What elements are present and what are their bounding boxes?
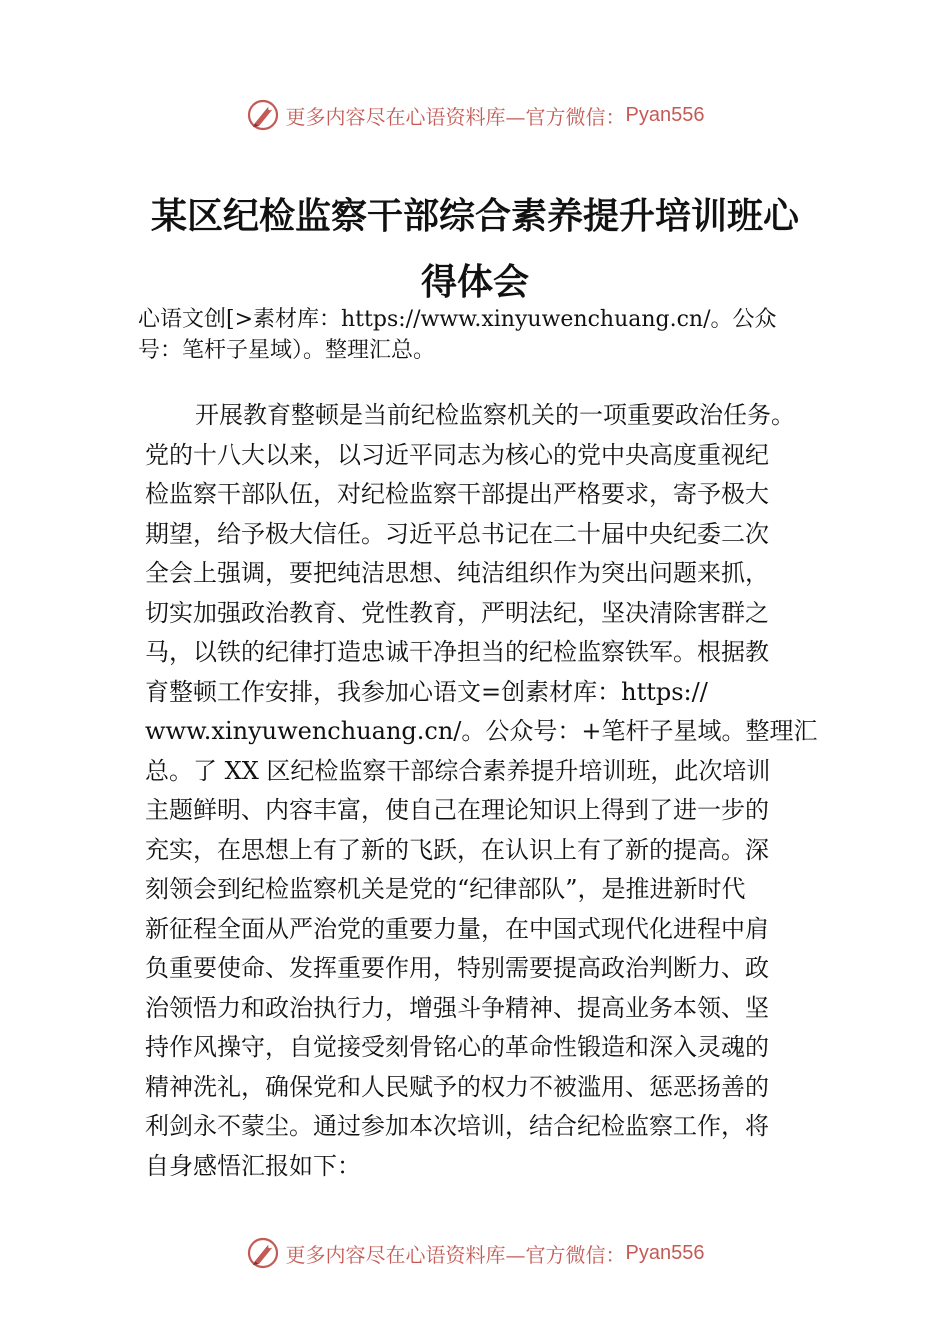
- body-line: 刻领会到纪检监察机关是党的“纪律部队”，是推进新时代: [145, 875, 746, 903]
- source-line-2: 号：笔杆子星域）。整理汇总。: [138, 338, 436, 363]
- banner-text: 更多内容尽在心语资料库—官方微信：: [285, 1242, 626, 1267]
- body-line: 自身感悟汇报如下：: [145, 1151, 361, 1180]
- body-paragraph: [145, 396, 818, 1186]
- body-line: 负重要使命、发挥重要作用，特别需要提高政治判断力、政: [145, 954, 769, 982]
- banner-text: 更多内容尽在心语资料库—官方微信：: [285, 104, 626, 129]
- footer-banner: [0, 1233, 950, 1273]
- document-title-line-2: 得体会: [420, 261, 529, 303]
- wechat-id: Pyan556: [625, 1241, 705, 1264]
- wechat-id: Pyan556: [625, 103, 705, 126]
- body-line: 开展教育整顿是当前纪检监察机关的一项重要政治任务。: [195, 401, 795, 429]
- pen-logo-icon: [246, 1236, 280, 1270]
- body-line: 育整顿工作安排，我参加心语文=创素材库：https://: [145, 677, 708, 706]
- source-note: [138, 304, 838, 366]
- body-line: 充实，在思想上有了新的飞跃，在认识上有了新的提高。深: [145, 835, 769, 864]
- body-line: 党的十八大以来，以习近平同志为核心的党中央高度重视纪: [145, 440, 769, 469]
- pen-logo-icon: [246, 98, 280, 132]
- body-line: 新征程全面从严治党的重要力量，在中国式现代化进程中肩: [145, 914, 769, 943]
- body-line: 利剑永不蒙尘。通过参加本次培训，结合纪检监察工作，将: [145, 1112, 769, 1140]
- body-line: www.xinyuwenchuang.cn/。公众号：+笔杆子星域。整理汇: [145, 717, 818, 745]
- header-banner: [0, 95, 950, 135]
- source-line-1: 心语文创[>素材库：https://www.xinyuwenchuang.cn/。公众: [138, 307, 777, 332]
- body-line: 期望，给予极大信任。习近平总书记在二十届中央纪委二次: [145, 519, 769, 548]
- body-line: 主题鲜明、内容丰富，使自己在理论知识上得到了进一步的: [145, 796, 769, 824]
- body-line: 全会上强调，要把纯洁思想、纯洁组织作为突出问题来抓，: [145, 559, 769, 587]
- body-line: 切实加强政治教育、党性教育，严明法纪，坚决清除害群之: [145, 598, 769, 627]
- body-line: 马，以铁的纪律打造忠诚干净担当的纪检监察铁军。根据教: [145, 638, 769, 666]
- document-title-line-1: 某区纪检监察干部综合素养提升培训班心: [150, 195, 799, 237]
- body-line: 治领悟力和政治执行力，增强斗争精神、提高业务本领、坚: [145, 993, 769, 1022]
- body-line: 检监察干部队伍，对纪检监察干部提出严格要求，寄予极大: [145, 480, 769, 508]
- body-line: 持作风操守，自觉接受刻骨铭心的革命性锻造和深入灵魂的: [145, 1033, 769, 1061]
- body-line: 总。了 XX 区纪检监察干部综合素养提升培训班，此次培训: [145, 756, 771, 785]
- body-line: 精神洗礼，确保党和人民赋予的权力不被滥用、惩恶扬善的: [145, 1072, 769, 1101]
